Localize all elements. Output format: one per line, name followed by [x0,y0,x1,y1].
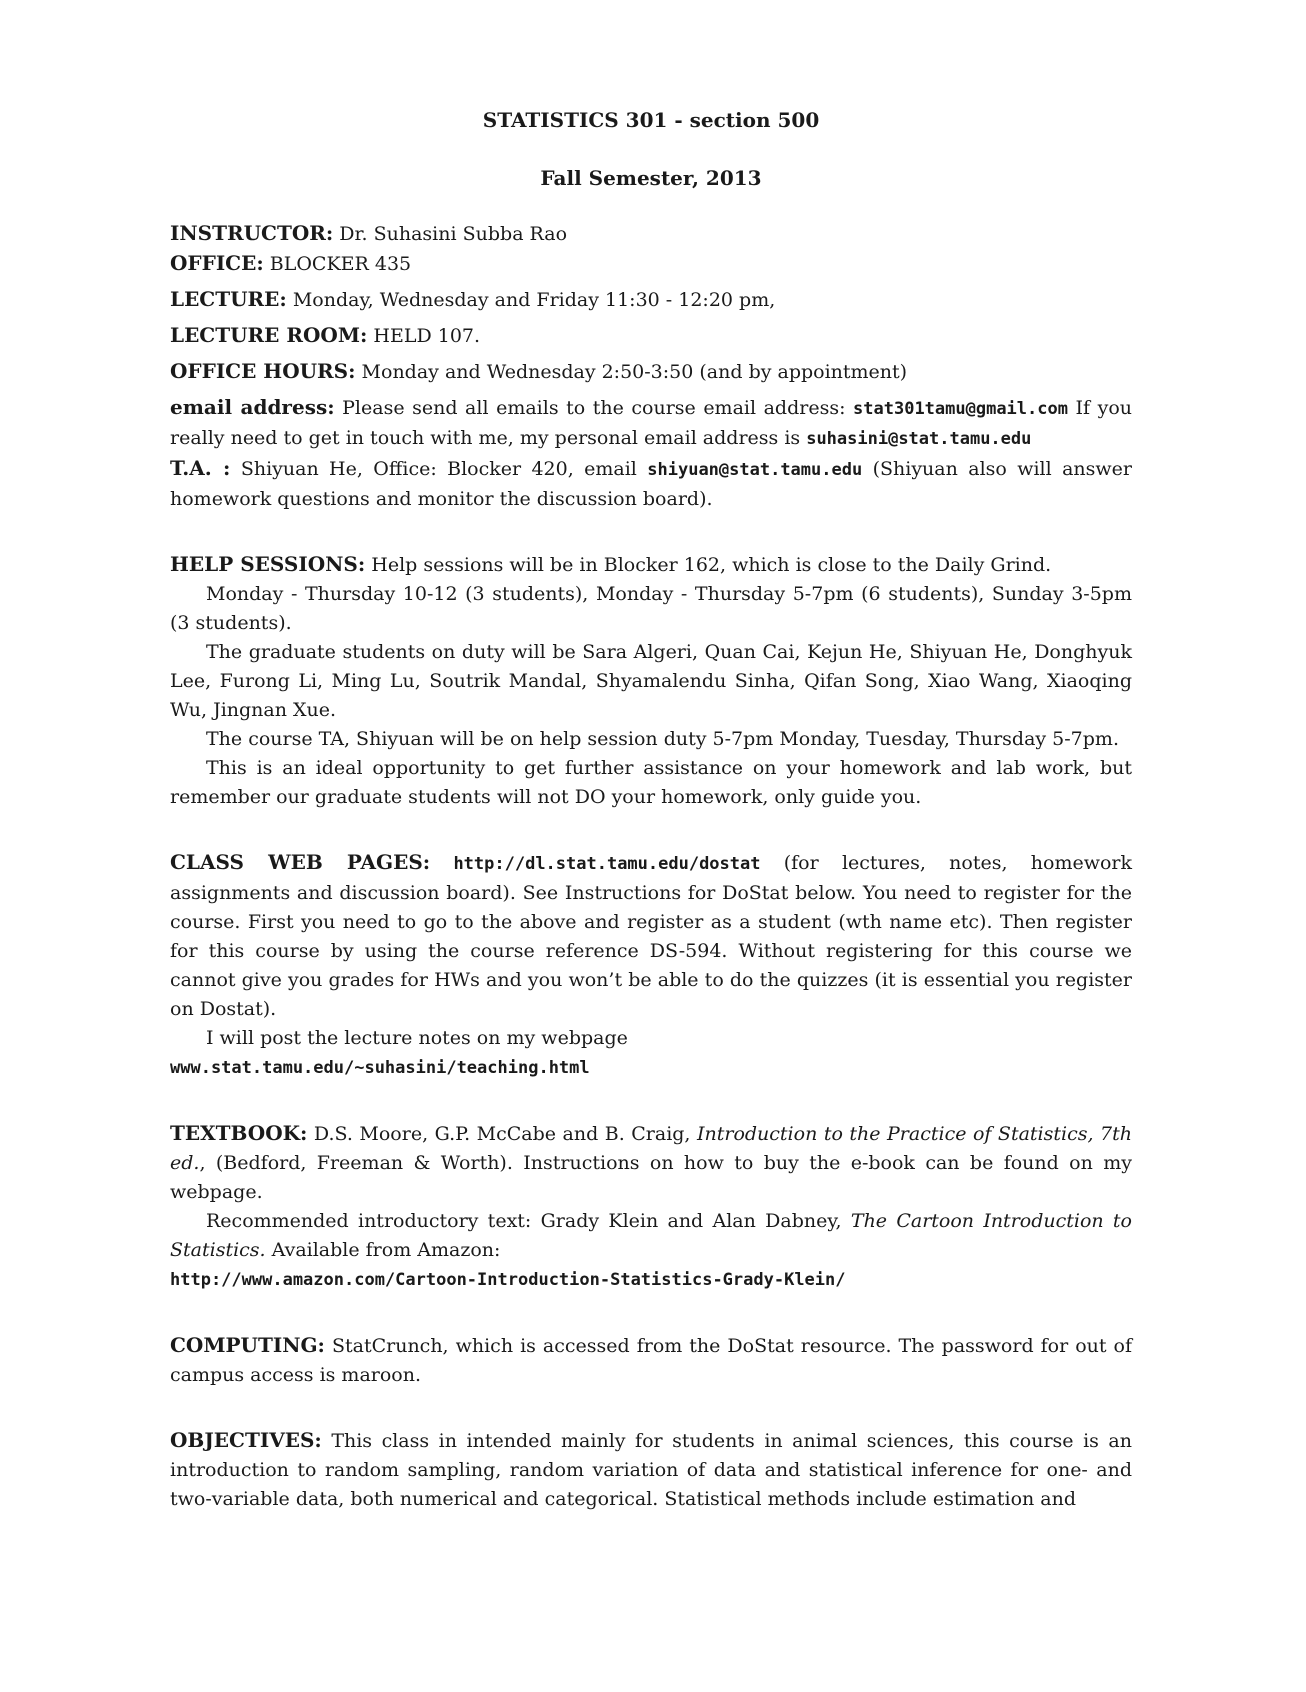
personal-email-link[interactable]: suhasini@stat.tamu.edu [806,429,1032,449]
help-schedule: Monday - Thursday 10-12 (3 students), Monday - Thursday 5-7pm (6 students), Sunday 3-5pm (3 students). [170,583,1132,634]
syllabus-page [170,105,1132,1514]
recommended-text: Recommended introductory text: Grady Klein and Alan Dabney, [206,1210,851,1232]
amazon-url-link[interactable]: http://www.amazon.com/Cartoon-Introduction-Statistics-Grady-Klein/ [170,1270,846,1290]
instructor-value: Dr. Suhasini Subba Rao [333,223,568,245]
help-sessions-label: HELP SESSIONS: [170,552,366,576]
objectives-text: This class in intended mainly for students in animal sciences, this course is an introduction to random sampling, random variation of data and statistical inference for one- and two-variable data, both numerical and categorical. Statistical methods include estimation and [170,1430,1132,1510]
lecture-label: LECTURE: [170,287,287,311]
ta-email-link[interactable]: shiyuan@stat.tamu.edu [647,460,863,480]
objectives-paragraph [170,1426,1132,1514]
help-students: The graduate students on duty will be Sara Algeri, Quan Cai, Kejun He, Shiyuan He, Donghyuk Lee, Furong Li, Ming Lu, Soutrik Mandal, Shyamalendu Sinha, Qifan Song, Xiao Wang, Xiaoqing Wu, Jingnan Xue. [170,641,1132,721]
objectives-label: OBJECTIVES: [170,1428,322,1452]
semester-title: Fall Semester, 2013 [540,166,762,190]
course-email-link[interactable]: stat301tamu@gmail.com [853,399,1068,419]
email-text-1: Please send all emails to the course email address: [334,397,854,419]
amazon-url-line [170,1265,1132,1295]
help-ta-duty: The course TA, Shiyuan will be on help session duty 5-7pm Monday, Tuesday, Thursday 5-7pm. [206,728,1119,750]
ta-text-1: Shiyuan He, Office: Blocker 420, email [230,458,648,480]
lecture-line [170,285,1132,315]
ta-text-2: (Shiyuan also will answer homework questions and monitor the discussion board). [170,458,1132,510]
computing-paragraph [170,1331,1132,1390]
office-line [170,249,1132,279]
help-sessions-intro: Help sessions will be in Blocker 162, which is close to the Daily Grind. [365,554,1052,576]
textbook-title: Introduction to the Practice of Statistics, 7th ed. [170,1123,1132,1174]
lecture-room-value: HELD 107. [367,325,481,347]
lecture-value: Monday, Wednesday and Friday 11:30 - 12:20 pm, [286,289,776,311]
office-hours-label: OFFICE HOURS: [170,359,356,383]
ta-paragraph [170,454,1132,514]
lecture-room-label: LECTURE ROOM: [170,323,368,347]
lecture-notes-url-link[interactable]: www.stat.tamu.edu/~suhasini/teaching.html [170,1058,590,1078]
web-pages-text: (for lectures, notes, homework assignments and discussion board). See Instructions for DoStat below. You need to register for the course. First you need to go to the above and register as a student (wth name etc). Then register for this course by using the course reference DS-594. Without registering for this course we cannot give you grades for HWs and you won’t be able to do the quizzes (it is essential you register on Dostat). [170,852,1133,1020]
office-label: OFFICE: [170,251,264,275]
recommended-title: The Cartoon Introduction to Statistics. [170,1210,1132,1261]
lecture-notes-url-line [170,1053,1132,1083]
email-label: email address: [170,395,335,419]
email-paragraph [170,393,1132,454]
instructor-label: INSTRUCTOR: [170,221,334,245]
recommended-rest: Available from Amazon: [265,1239,501,1261]
web-pages-paragraph [170,848,1132,1024]
textbook-paragraph [170,1119,1132,1207]
lecture-notes-text: I will post the lecture notes on my webpage [206,1027,628,1049]
textbook-label: TEXTBOOK: [170,1121,308,1145]
recommended-text-paragraph [170,1207,1132,1265]
instructor-line [170,219,1132,249]
dostat-url-link[interactable]: http://dl.stat.tamu.edu/dostat [453,854,761,874]
computing-text: StatCrunch, which is accessed from the DoStat resource. The password for out of campus access is maroon. [170,1335,1132,1386]
office-value: BLOCKER 435 [263,253,412,275]
office-hours-value: Monday and Wednesday 2:50-3:50 (and by appointment) [355,361,908,383]
help-sessions-paragraph [170,550,1132,580]
ta-label: T.A. : [170,456,231,480]
lecture-room-line [170,321,1132,351]
help-note: This is an ideal opportunity to get further assistance on your homework and lab work, but remember our graduate students will not DO your homework, only guide you. [170,757,1132,808]
office-hours-line [170,357,1132,387]
textbook-authors: D.S. Moore, G.P. McCabe and B. Craig, [307,1123,697,1145]
web-pages-label: CLASS WEB PAGES: [170,850,431,874]
textbook-rest: , (Bedford, Freeman & Worth). Instructions on how to buy the e-book can be found on my webpage. [170,1152,1132,1203]
email-text-2: If you really need to get in touch with me, my personal email address is [170,397,1132,449]
course-title: STATISTICS 301 - section 500 [482,108,820,132]
computing-label: COMPUTING: [170,1333,325,1357]
